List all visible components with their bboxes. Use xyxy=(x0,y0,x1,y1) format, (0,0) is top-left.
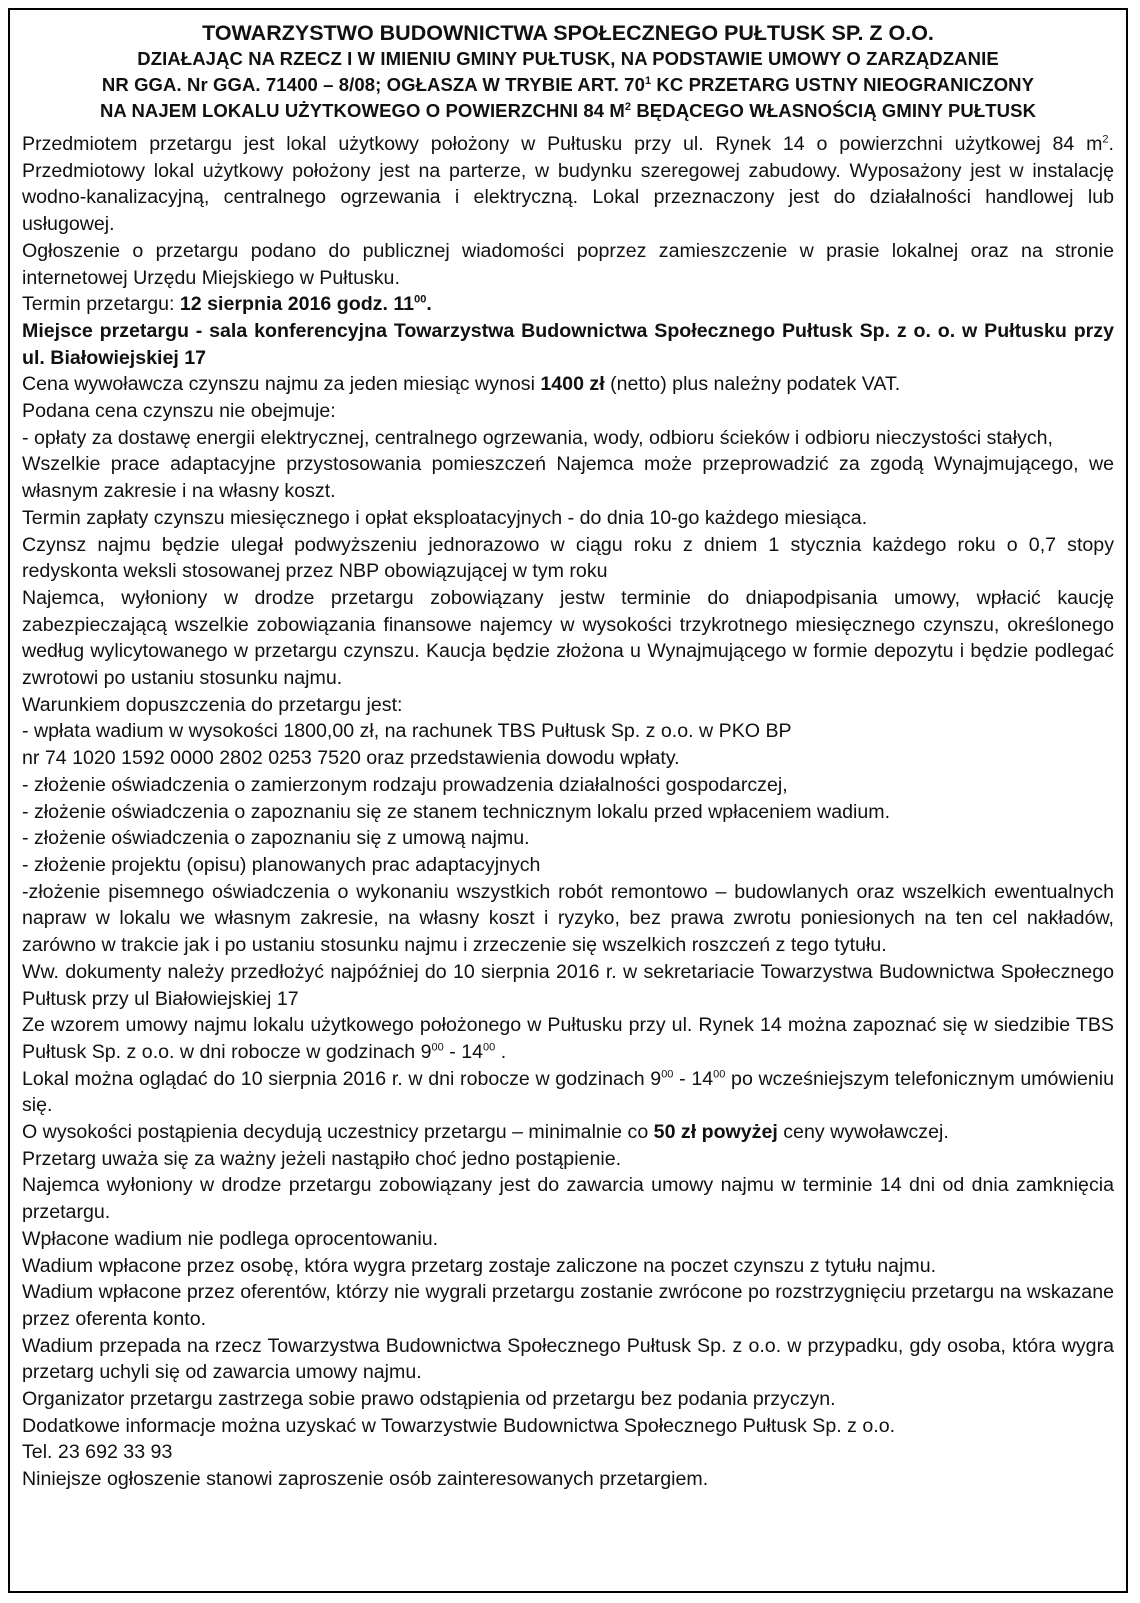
paragraph-date: Termin przetargu: 12 sierpnia 2016 godz. $11^{00}$. xyxy=(22,293,432,316)
paragraph-subject: Przedmiotem przetargu jest lokal użytkowy położony w Pułtusku przy ul. Rynek 14 o powierzchni użytkowej 84 $m^2$. Przedmiotowy lokal użytkowy położony jest na parterze, w budynku szeregowej zabudowy. Wyposażony jest w instalację wodno-kanalizacyjną, centralnego ogrzewania i elektryczną. Lokal przeznaczony jest do działalności handlowej lub usługowej. xyxy=(22,133,1114,236)
paragraph-contract-term: Najemca wyłoniony w drodze przetargu zobowiązany jest do zawarcia umowy najmu w terminie 14 dni od dnia zamknięcia przetargu. xyxy=(22,1174,1114,1224)
paragraph-price: Cena wywoławcza czynszu najmu za jeden miesiąc wynosi 1400 zł (netto) plus należny podatek VAT. xyxy=(22,373,901,396)
announcement-frame xyxy=(8,8,1128,1593)
paragraph-wadium-forfeit: Wadium przepada na rzecz Towarzystwa Budownictwa Społecznego Pułtusk Sp. z o.o. w przypadku, gdy osoba, która wygra przetarg uchyli się od zawarcia umowy najmu. xyxy=(22,1334,1114,1384)
paragraph-rent-increase: Czynsz najmu będzie ulegał podwyższeniu jednorazowo w ciągu roku z dniem 1 stycznia każdego roku o 0,7 stopy redyskonta weksli stosowanej przez NBP obowiązującej w tym roku xyxy=(22,533,1114,583)
announcement-header xyxy=(22,20,1114,124)
paragraph-invitation: Niniejsze ogłoszenie stanowi zaproszenie osób zainteresowanych przetargiem. xyxy=(22,1468,709,1491)
paragraph-contract-template: Ze wzorem umowy najmu lokalu użytkowego położonego w Pułtusku przy ul. Rynek 14 można zapoznać się w siedzibie TBS Pułtusk Sp. z o.o. w dni robocze w godzinach $9^{00} - 14^{00}$ . xyxy=(22,1014,1114,1063)
paragraph-condition-wadium: - wpłata wadium w wysokości 1800,00 zł, na rachunek TBS Pułtusk Sp. z o.o. w PKO BP xyxy=(22,720,792,743)
paragraph-viewing: Lokal można oglądać do 10 sierpnia 2016 r. w dni robocze w godzinach $9^{00} - 14^{00}$ po wcześniejszym telefonicznym umówieniu się. xyxy=(22,1067,1114,1117)
paragraph-phone: Tel. 23 692 33 93 xyxy=(22,1441,173,1464)
header-line-1: TOWARZYSTWO BUDOWNICTWA SPOŁECZNEGO PUŁTUSK SP. Z O.O. xyxy=(202,21,934,45)
paragraph-publication: Ogłoszenie o przetargu podano do publicznej wiadomości poprzez zamieszczenie w prasie lokalnej oraz na stronie internetowej Urzędu Miejskiego w Pułtusku. xyxy=(22,239,1114,289)
paragraph-price-excludes: Podana cena czynszu nie obejmuje: xyxy=(22,400,336,423)
header-line-3: NR GGA. Nr GGA. 71400 – 8/08; OGŁASZA W TRYBIE ART. $70^1$ KC PRZETARG USTNY NIEOGRANICZONY xyxy=(101,74,1035,95)
paragraph-location: Miejsce przetargu - sala konferencyjna Towarzystwa Budownictwa Społecznego Pułtusk Sp. z o. o. w Pułtusku przy ul. Białowiejskiej 17 xyxy=(22,319,1115,369)
paragraph-condition-statement: -złożenie pisemnego oświadczenia o wykonaniu wszystkich robót remontowo – budowlanych oraz wszelkich ewentualnych napraw w lokalu we własnym zakresie, na własny koszt i ryzyko, bez prawa zwrotu poniesionych na ten cel nakładów, zarówno w trakcie jak i po ustaniu stosunku najmu i zrzeczenie się wszelkich roszczeń z tego tytułu. xyxy=(22,880,1114,957)
paragraph-condition-contract: - złożenie oświadczenia o zapoznaniu się z umową najmu. xyxy=(22,827,530,850)
header-line-4: NA NAJEM LOKALU UŻYTKOWEGO O POWIERZCHNI 84 $M^2$ BĘDĄCEGO WŁASNOŚCIĄ GMINY PUŁTUSK xyxy=(99,100,1037,121)
paragraph-documents-deadline: Ww. dokumenty należy przedłożyć najpóźniej do 10 sierpnia 2016 r. w sekretariacie Towarzystwa Budownictwa Społecznego Pułtusk przy ul Białowiejskiej 17 xyxy=(22,960,1114,1010)
paragraph-adaptation: Wszelkie prace adaptacyjne przystosowania pomieszczeń Najemca może przeprowadzić za zgodą Wynajmującego, we własnym zakresie i na własny koszt. xyxy=(22,453,1114,503)
paragraph-validity: Przetarg uważa się za ważny jeżeli nastąpiło choć jedno postąpienie. xyxy=(22,1147,622,1170)
paragraph-no-interest: Wpłacone wadium nie podlega oprocentowaniu. xyxy=(22,1227,439,1250)
paragraph-wadium-winner: Wadium wpłacone przez osobę, która wygra przetarg zostaje zaliczone na poczet czynszu z tytułu najmu. xyxy=(22,1254,937,1277)
paragraph-payment-term: Termin zapłaty czynszu miesięcznego i opłat eksploatacyjnych - do dnia 10-go każdego miesiąca. xyxy=(22,506,868,529)
paragraph-condition-project: - złożenie projektu (opisu) planowanych prac adaptacyjnych xyxy=(22,853,541,876)
paragraph-wadium-return: Wadium wpłacone przez oferentów, którzy nie wygrali przetargu zostanie zwrócone po rozstrzygnięciu przetargu na wskazane przez oferenta konto. xyxy=(22,1281,1114,1330)
paragraph-condition-technical: - złożenie oświadczenia o zapoznaniu się ze stanem technicznym lokalu przed wpłaceniem wadium. xyxy=(22,800,891,823)
paragraph-account-number: nr 74 1020 1592 0000 2802 0253 7520 oraz przedstawienia dowodu wpłaty. xyxy=(22,747,680,770)
paragraph-conditions: Warunkiem dopuszczenia do przetargu jest: xyxy=(22,693,403,716)
paragraph-condition-activity: - złożenie oświadczenia o zamierzonym rodzaju prowadzenia działalności gospodarczej, xyxy=(22,773,788,796)
paragraph-deposit: Najemca, wyłoniony w drodze przetargu zobowiązany jestw terminie do dniapodpisania umowy, wpłacić kaucję zabezpieczającą wszelkie zobowiązania finansowe najemcy w wysokości trzykrotnego miesięcznego czynszu, określonego według wylicytowanego w przetargu czynszu. Kaucja będzie złożona u Wynajmującego w formie depozytu i będzie podlegać zwrotowi po ustaniu stosunku najmu. xyxy=(22,586,1114,690)
paragraph-bid-increment: O wysokości postąpienia decydują uczestnicy przetargu – minimalnie co 50 zł powyżej ceny wywoławczej. xyxy=(22,1121,949,1144)
paragraph-info: Dodatkowe informacje można uzyskać w Towarzystwie Budownictwa Społecznego Pułtusk Sp. z o.o. xyxy=(22,1414,896,1437)
header-line-2: DZIAŁAJĄC NA RZECZ I W IMIENIU GMINY PUŁTUSK, NA PODSTAWIE UMOWY O ZARZĄDZANIE xyxy=(137,48,999,69)
paragraph-fees: - opłaty za dostawę energii elektrycznej, centralnego ogrzewania, wody, odbioru ścieków i odbioru nieczystości stałych, xyxy=(22,426,1054,449)
announcement-body xyxy=(22,131,1114,1493)
paragraph-withdrawal: Organizator przetargu zastrzega sobie prawo odstąpienia od przetargu bez podania przyczyn. xyxy=(22,1388,836,1411)
